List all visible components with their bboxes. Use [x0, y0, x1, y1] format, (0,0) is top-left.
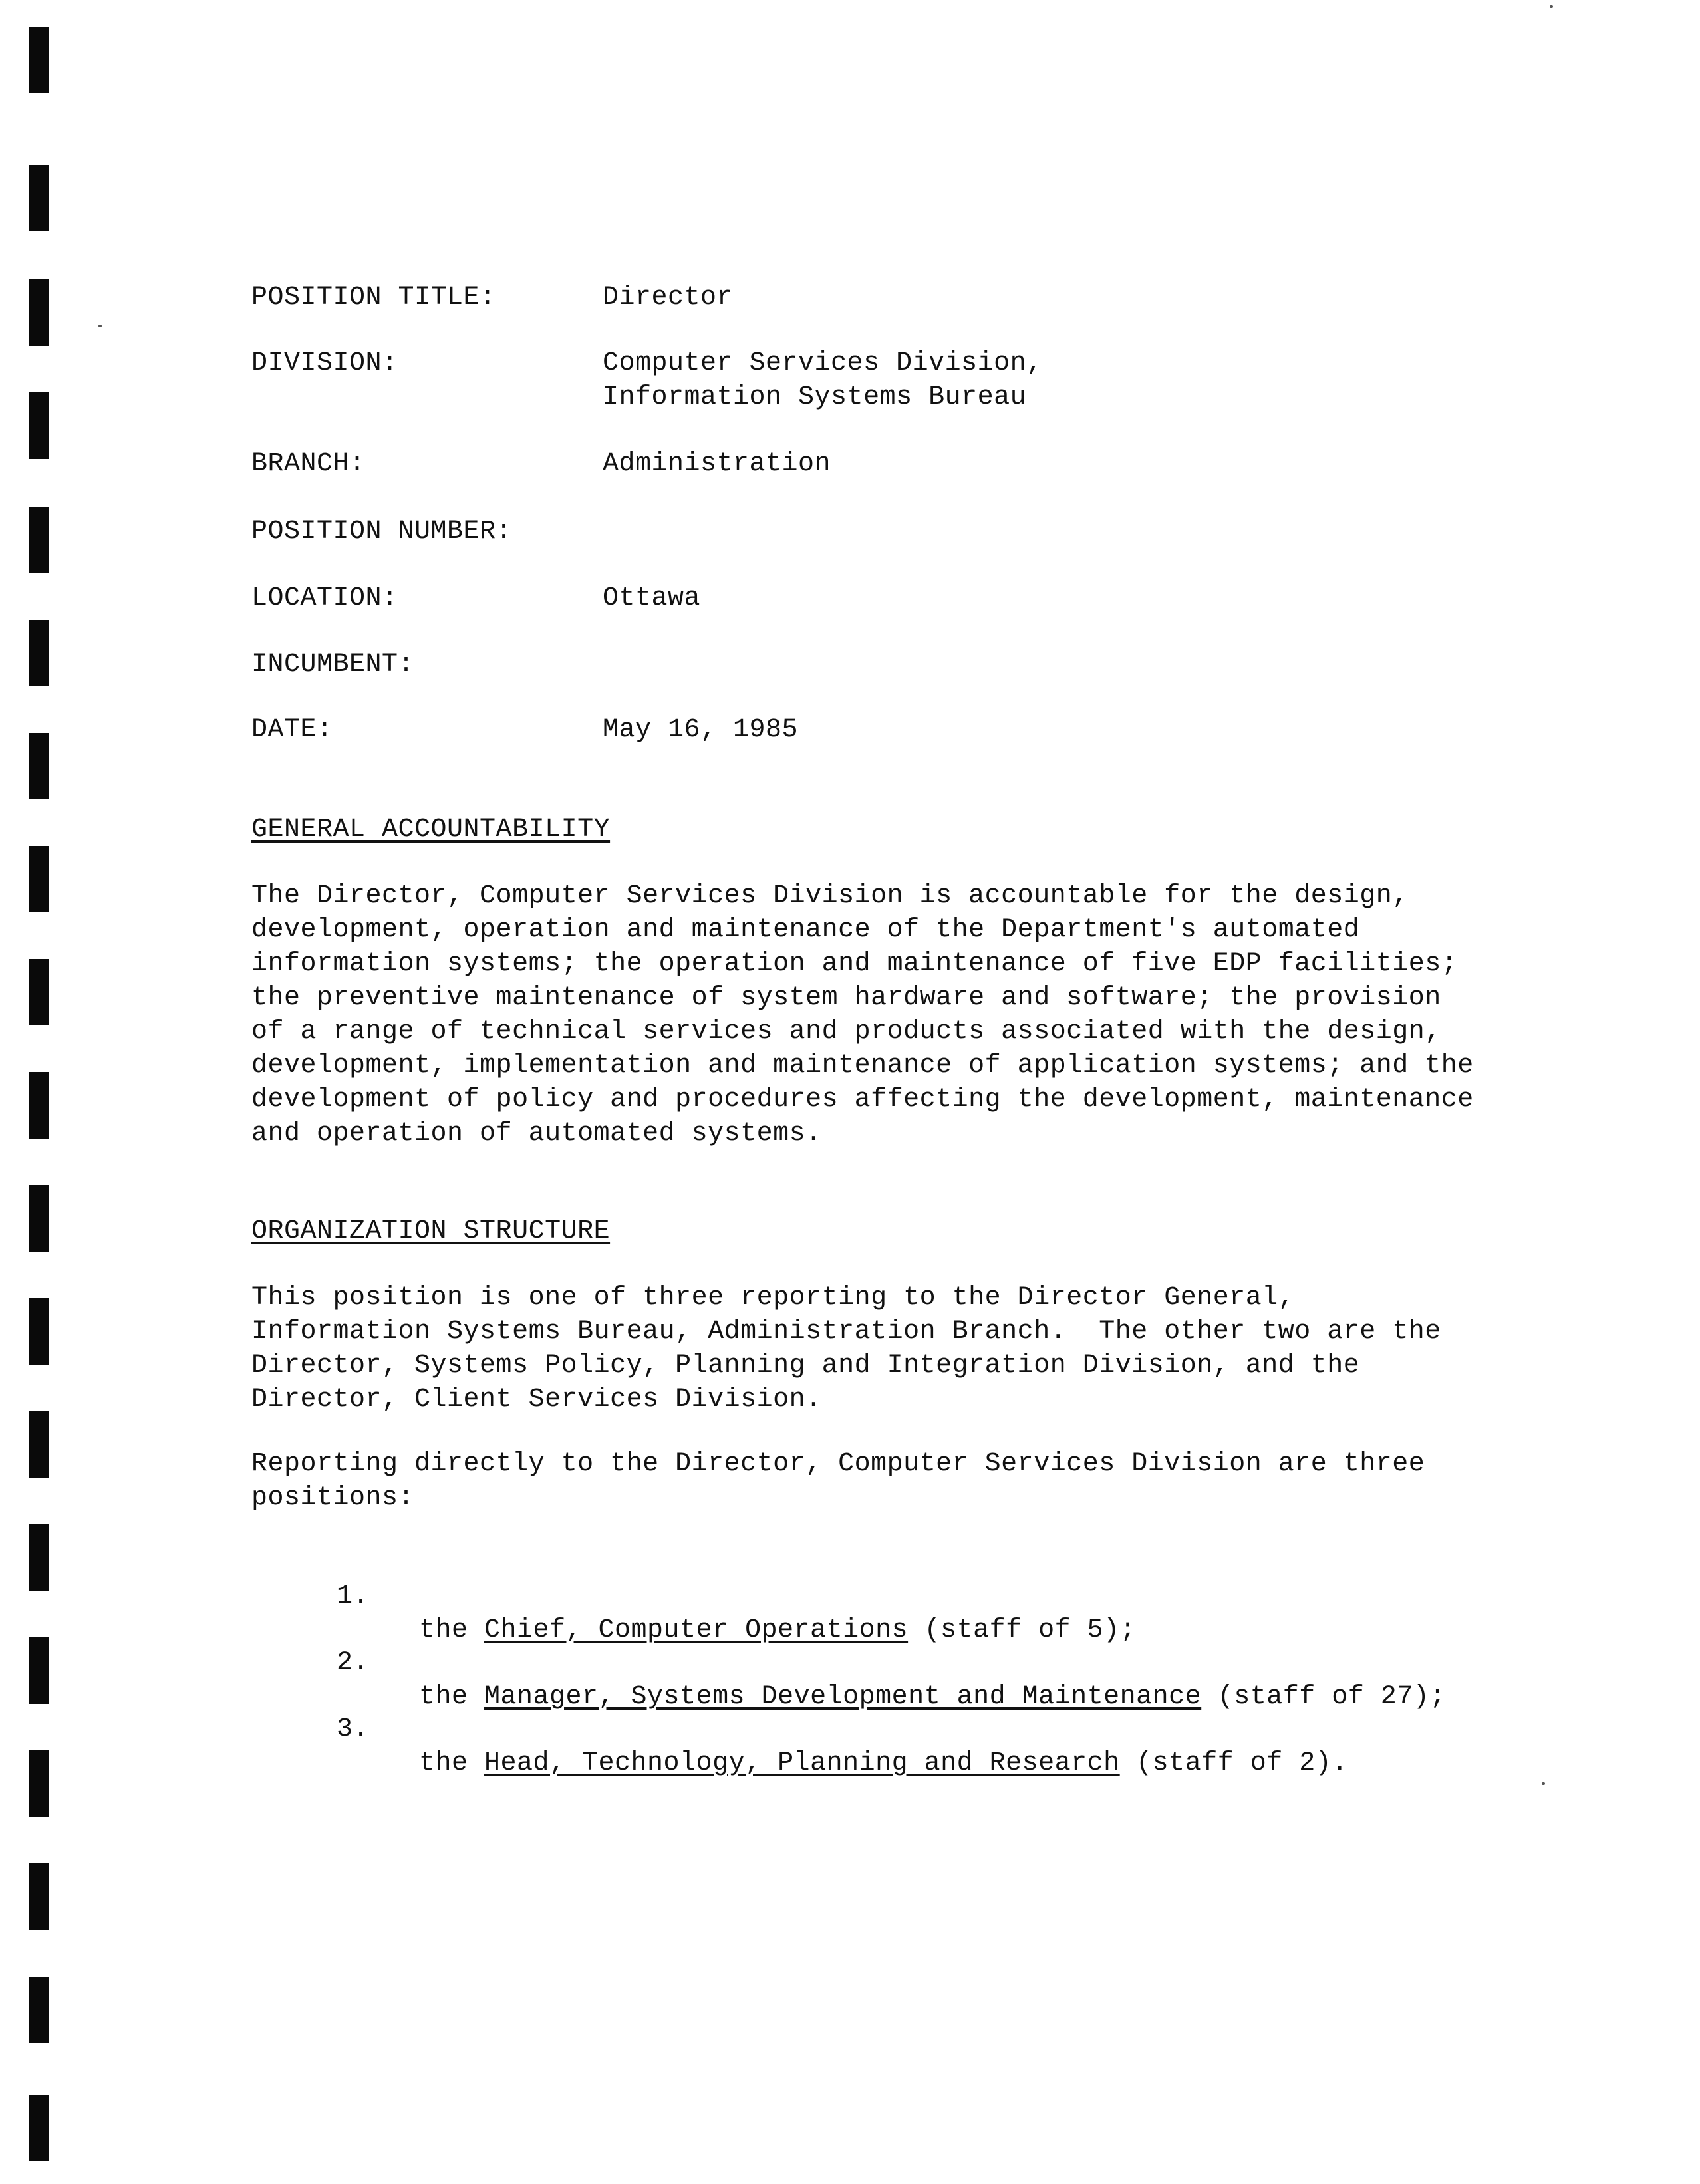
- binding-mark: [29, 27, 49, 93]
- binding-mark: [29, 1072, 49, 1139]
- text-line: positions:: [251, 1483, 415, 1513]
- list-item-suffix: (staff of 2).: [1119, 1748, 1348, 1778]
- binding-mark: [29, 846, 49, 912]
- text-line: development, operation and maintenance of the Department's automated: [251, 915, 1360, 945]
- list-item-prefix: the: [419, 1615, 485, 1645]
- binding-mark: [29, 1524, 49, 1591]
- field-label: BRANCH:: [251, 449, 366, 479]
- binding-mark: [29, 1637, 49, 1704]
- text-line: and operation of automated systems.: [251, 1119, 822, 1149]
- binding-mark: [29, 507, 49, 573]
- list-item-prefix: the: [419, 1748, 485, 1778]
- text-line: This position is one of three reporting to the Director General,: [251, 1283, 1295, 1313]
- field-label: POSITION NUMBER:: [251, 517, 513, 547]
- text-line: The Director, Computer Services Division is accountable for the design,: [251, 881, 1409, 911]
- binding-mark: [29, 392, 49, 459]
- binding-mark: [29, 1977, 49, 2043]
- list-item-suffix: (staff of 27);: [1201, 1682, 1446, 1712]
- text-line: of a range of technical services and products associated with the design,: [251, 1017, 1441, 1047]
- binding-mark: [29, 733, 49, 799]
- binding-mark: [29, 959, 49, 1025]
- field-label: DATE:: [251, 715, 333, 745]
- binding-mark: [29, 1750, 49, 1817]
- position-title: Manager, Systems Development and Maintenance: [484, 1682, 1202, 1712]
- position-title: Head, Technology, Planning and Research: [484, 1748, 1120, 1778]
- text-line: development of policy and procedures affecting the development, maintenance: [251, 1085, 1474, 1115]
- field-value: Director: [603, 283, 734, 313]
- text-line: information systems; the operation and maintenance of five EDP facilities;: [251, 949, 1458, 979]
- binding-mark: [29, 1863, 49, 1930]
- binding-mark: [29, 2095, 49, 2161]
- text-line: Reporting directly to the Director, Computer Services Division are three: [251, 1449, 1425, 1479]
- binding-mark: [29, 1185, 49, 1252]
- paragraph: [251, 879, 1515, 1151]
- field-label: LOCATION:: [251, 583, 398, 613]
- text-line: Information Systems Bureau, Administration Branch. The other two are the: [251, 1317, 1441, 1347]
- binding-mark: [29, 1411, 49, 1478]
- binding-strip: [0, 0, 80, 2184]
- binding-mark: [29, 620, 49, 686]
- binding-mark: [29, 279, 49, 346]
- scan-speck: [1550, 5, 1553, 8]
- list-number: 1.: [337, 1581, 370, 1611]
- scan-speck: [1542, 1782, 1545, 1785]
- paragraph: [251, 1281, 1515, 1417]
- field-value: Ottawa: [603, 583, 701, 613]
- position-title: Chief, Computer Operations: [484, 1615, 909, 1645]
- binding-mark: [29, 1298, 49, 1365]
- list-number: 3.: [337, 1714, 370, 1744]
- list-item-suffix: (staff of 5);: [908, 1615, 1137, 1645]
- field-label: INCUMBENT:: [251, 650, 415, 680]
- section-heading: GENERAL ACCOUNTABILITY: [251, 815, 611, 845]
- text-line: Director, Client Services Division.: [251, 1385, 822, 1415]
- field-value: Administration: [603, 449, 831, 479]
- field-value: Information Systems Bureau: [603, 382, 1027, 412]
- list-item: [251, 1679, 1515, 1814]
- list-number: 2.: [337, 1648, 370, 1678]
- paragraph: [251, 1447, 1515, 1515]
- field-label: POSITION TITLE:: [251, 283, 496, 313]
- field-value: May 16, 1985: [603, 715, 799, 745]
- scan-speck: [98, 325, 102, 327]
- list-item-prefix: the: [419, 1682, 485, 1712]
- text-line: Director, Systems Policy, Planning and Integration Division, and the: [251, 1351, 1360, 1381]
- text-line: development, implementation and maintenance of application systems; and the: [251, 1051, 1474, 1081]
- section-heading: ORGANIZATION STRUCTURE: [251, 1216, 611, 1246]
- field-label: DIVISION:: [251, 348, 398, 378]
- binding-mark: [29, 165, 49, 231]
- list-item-text: [419, 1746, 1348, 1780]
- text-line: the preventive maintenance of system hardware and software; the provision: [251, 983, 1441, 1013]
- field-value: Computer Services Division,: [603, 348, 1043, 378]
